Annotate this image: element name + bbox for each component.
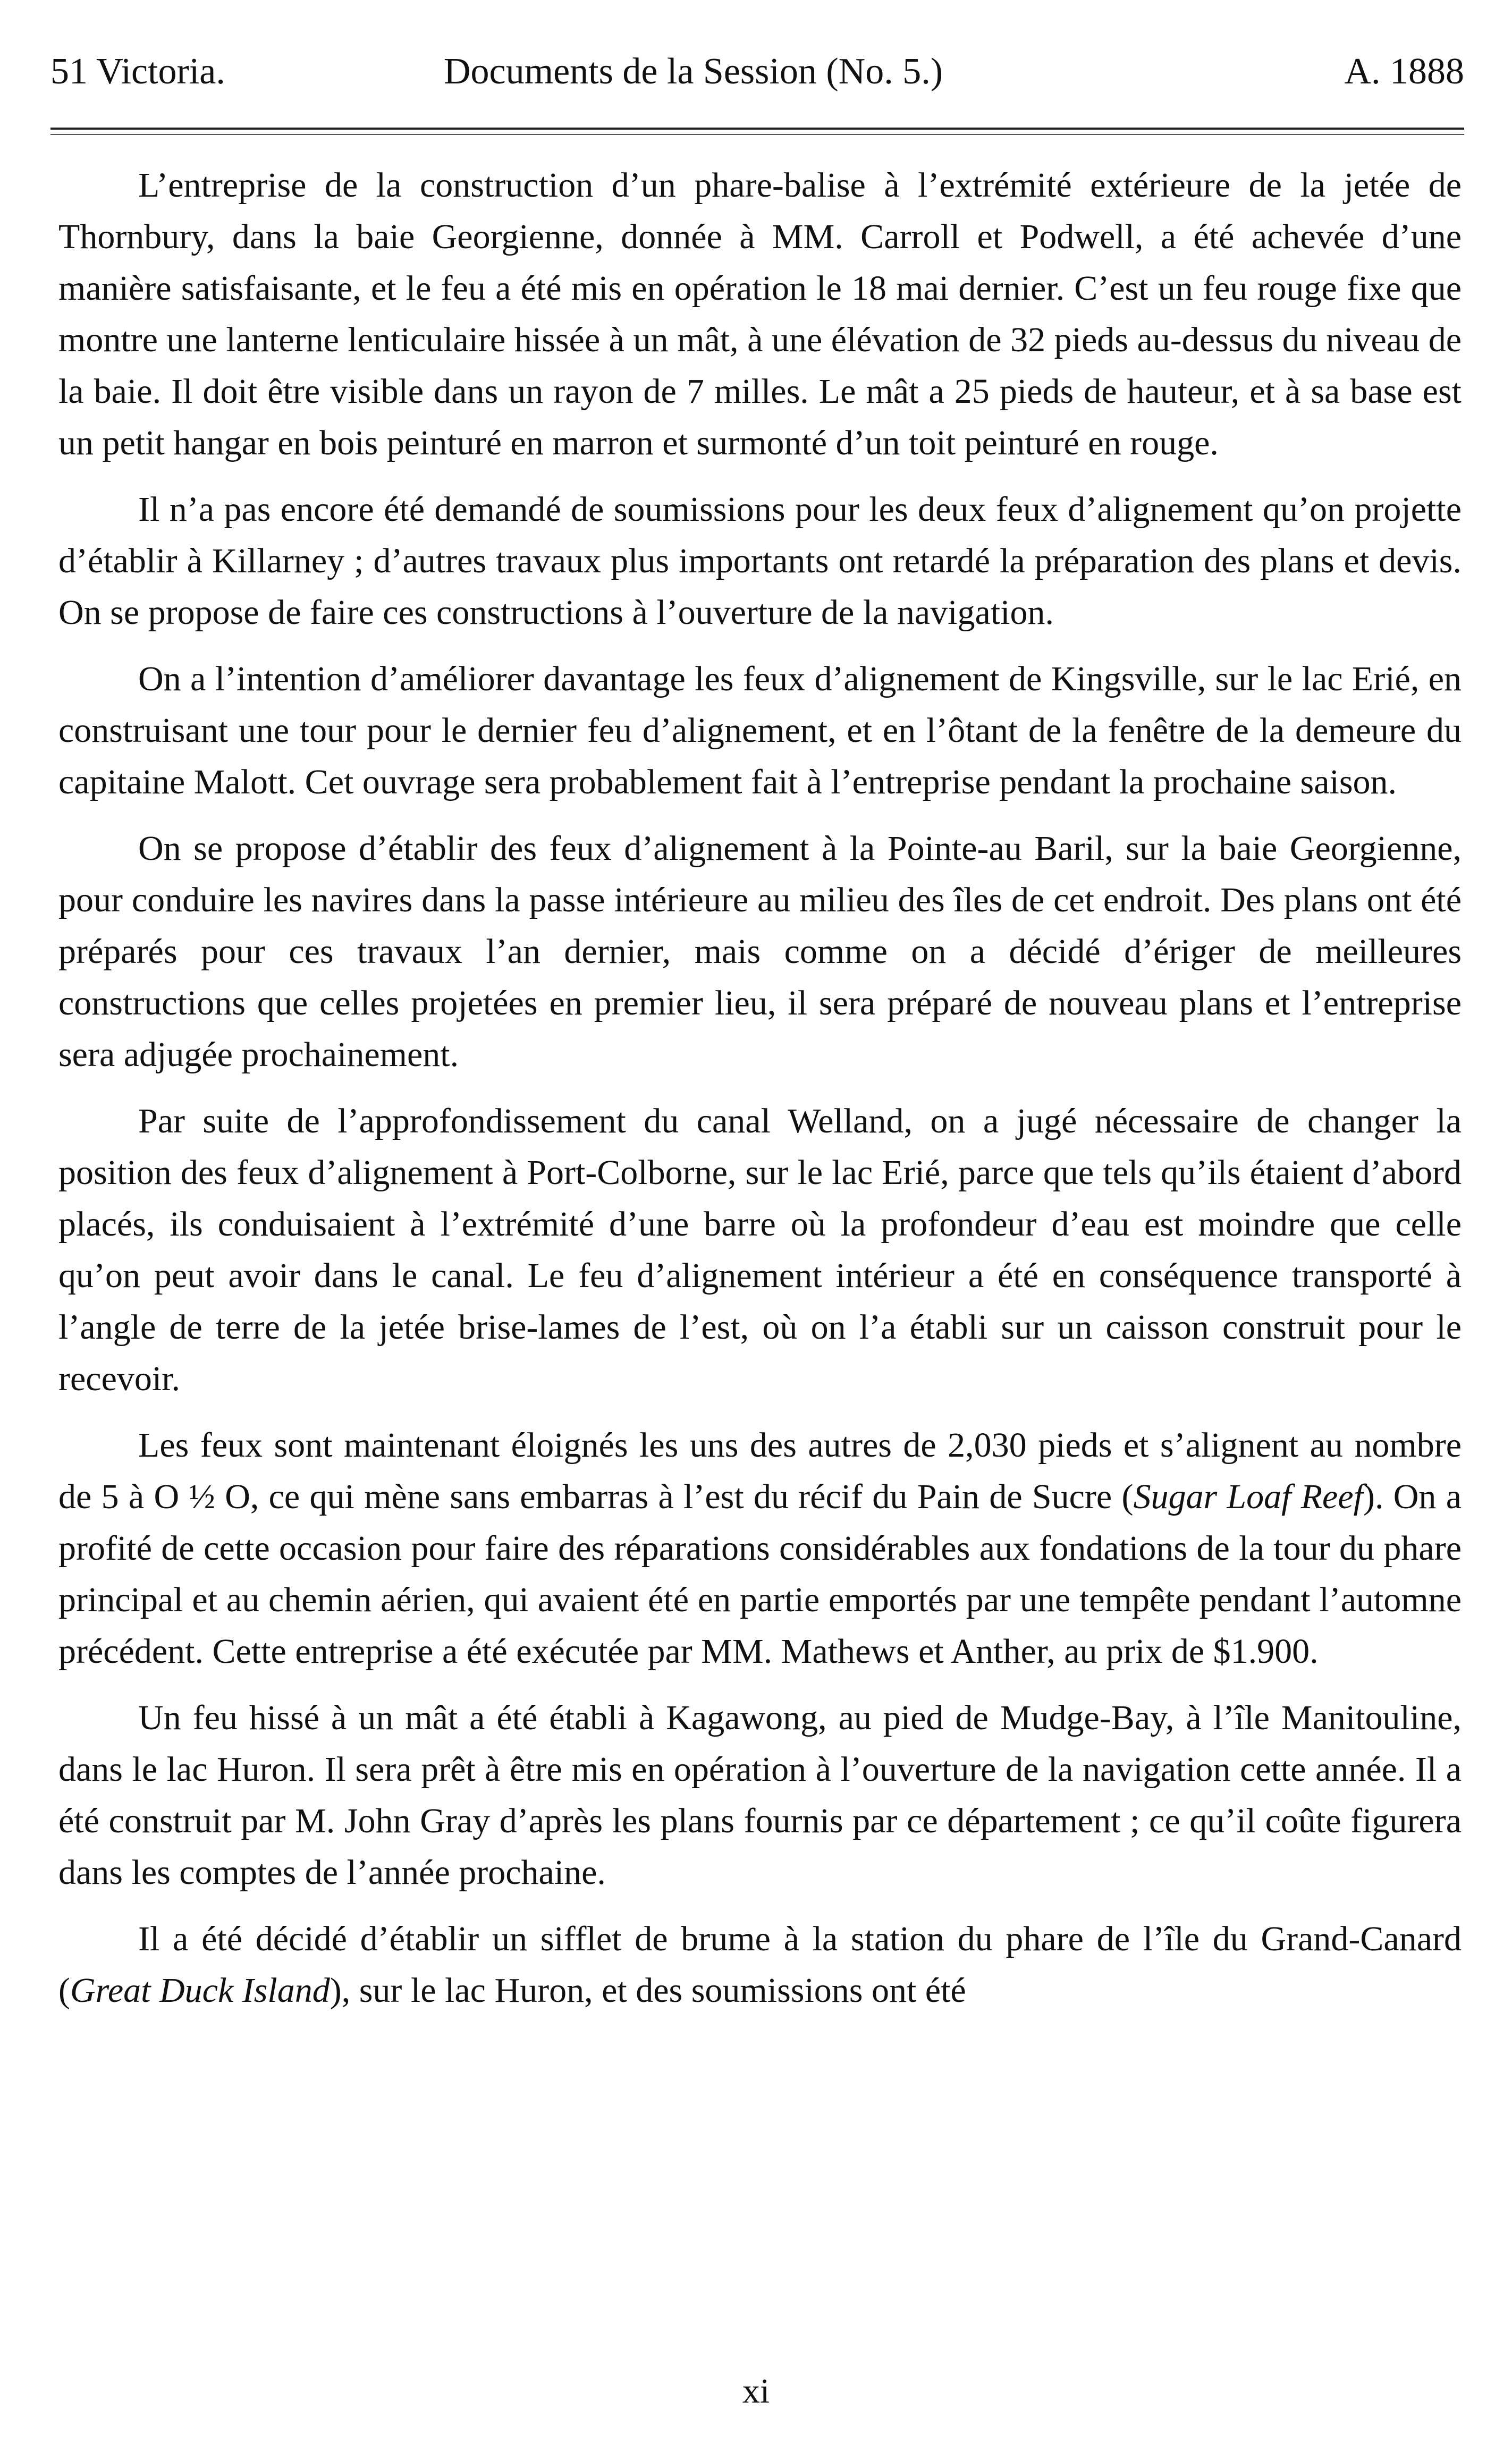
paragraph-kagawong: Un feu hissé à un mât a été établi à Kagawong, au pied de Mudge-Bay, à l’île Manitouline, dans le lac Huron. Il sera prêt à être mis en opération à l’ouverture de la navigation cette année. Il a été construit par M. John Gray d’après les plans fournis par ce département ; ce qu’il coûte figurera dans les comptes de l’année prochaine. — [58, 1698, 1462, 1892]
paragraph-killarney: Il n’a pas encore été demandé de soumissions pour les deux feux d’alignement qu’on projette d’établir à Killarney ; d’autres travaux plus importants ont retardé la préparation des plans et devis. On se propose de faire ces constructions à l’ouverture de la navigation. — [58, 490, 1462, 632]
paragraph-text: ). On a profité de cette occasion pour faire des réparations considérables aux fondations de la tour du phare principal et au chemin aérien, qui avaient été en partie emportés par une tempête pendant l’automne précédent. Cette entreprise a été exécutée par MM. Mathews et Anther, au prix de $1.900. — [58, 1477, 1462, 1671]
running-header — [50, 48, 1464, 96]
page-number: xi — [742, 2372, 770, 2411]
paragraph-pointe-au-baril: On se propose d’établir des feux d’alignement à la Pointe-au Baril, sur la baie Georgienne, pour conduire les navires dans la passe intérieure au milieu des îles de cet endroit. Des plans ont été préparés pour ces travaux l’an dernier, mais comme on a décidé d’ériger de meilleures constructions que celles projetées en premier lieu, il sera préparé de nouveau plans et l’entreprise sera adjugée prochainement. — [58, 829, 1462, 1074]
paragraph-kingsville: On a l’intention d’améliorer davantage les feux d’alignement de Kingsville, sur le lac Erié, en construisant une tour pour le dernier feu d’alignement, et en l’ôtant de la fenêtre de la demeure du capitaine Malott. Cet ouvrage sera probablement fait à l’entreprise pendant la prochaine saison. — [58, 659, 1462, 801]
paragraph-text: Les feux sont maintenant éloignés les uns des autres de 2,030 pieds et s’alignent au nombre de 5 à O ½ O, ce qui mène sans embarras à l’est du récif du Pain de Sucre ( — [58, 1426, 1462, 1516]
paragraph-text: Il a été décidé d’établir un sifflet de brume à la station du phare de l’île du Grand-Canard ( — [58, 1919, 1462, 2010]
italic-place-name: Great Duck Island — [70, 1971, 330, 2010]
header-volume: 51 Victoria. — [50, 51, 225, 92]
paragraph-feux-alignement — [58, 1419, 1462, 1677]
paragraph-thornbury: L’entreprise de la construction d’un phare-balise à l’extrémité extérieure de la jetée de Thornbury, dans la baie Georgienne, donnée à MM. Carroll et Podwell, a été achevée d’une manière satisfaisante, et le feu a été mis en opération le 18 mai dernier. C’est un feu rouge fixe que montre une lanterne lenticulaire hissée à un mât, à une élévation de 32 pieds au-dessus du niveau de la baie. Il doit être visible dans un rayon de 7 milles. Le mât a 25 pieds de hauteur, et à sa base est un petit hangar en bois peinturé en marron et surmonté d’un toit peinturé en rouge. — [58, 166, 1462, 462]
header-year: A. 1888 — [1344, 51, 1464, 92]
paragraph-grand-canard — [58, 1913, 1462, 2016]
body-text — [58, 159, 1462, 2031]
header-rule-thin — [50, 134, 1464, 135]
paragraph-text: ), sur le lac Huron, et des soumissions ont été — [330, 1971, 966, 2010]
italic-place-name: Sugar Loaf Reef — [1133, 1477, 1363, 1516]
header-title: Documents de la Session (No. 5.) — [444, 51, 943, 92]
paragraph-port-colborne: Par suite de l’approfondissement du canal Welland, on a jugé nécessaire de changer la position des feux d’alignement à Port-Colborne, sur le lac Erié, parce que tels qu’ils étaient d’abord placés, ils conduisaient à l’extrémité d’une barre où la profondeur d’eau est moindre que celle qu’on peut avoir dans le canal. Le feu d’alignement intérieur a été en conséquence transporté à l’angle de terre de la jetée brise-lames de l’est, où on l’a établi sur un caisson construit pour le recevoir. — [58, 1102, 1462, 1398]
header-rule — [50, 128, 1464, 130]
